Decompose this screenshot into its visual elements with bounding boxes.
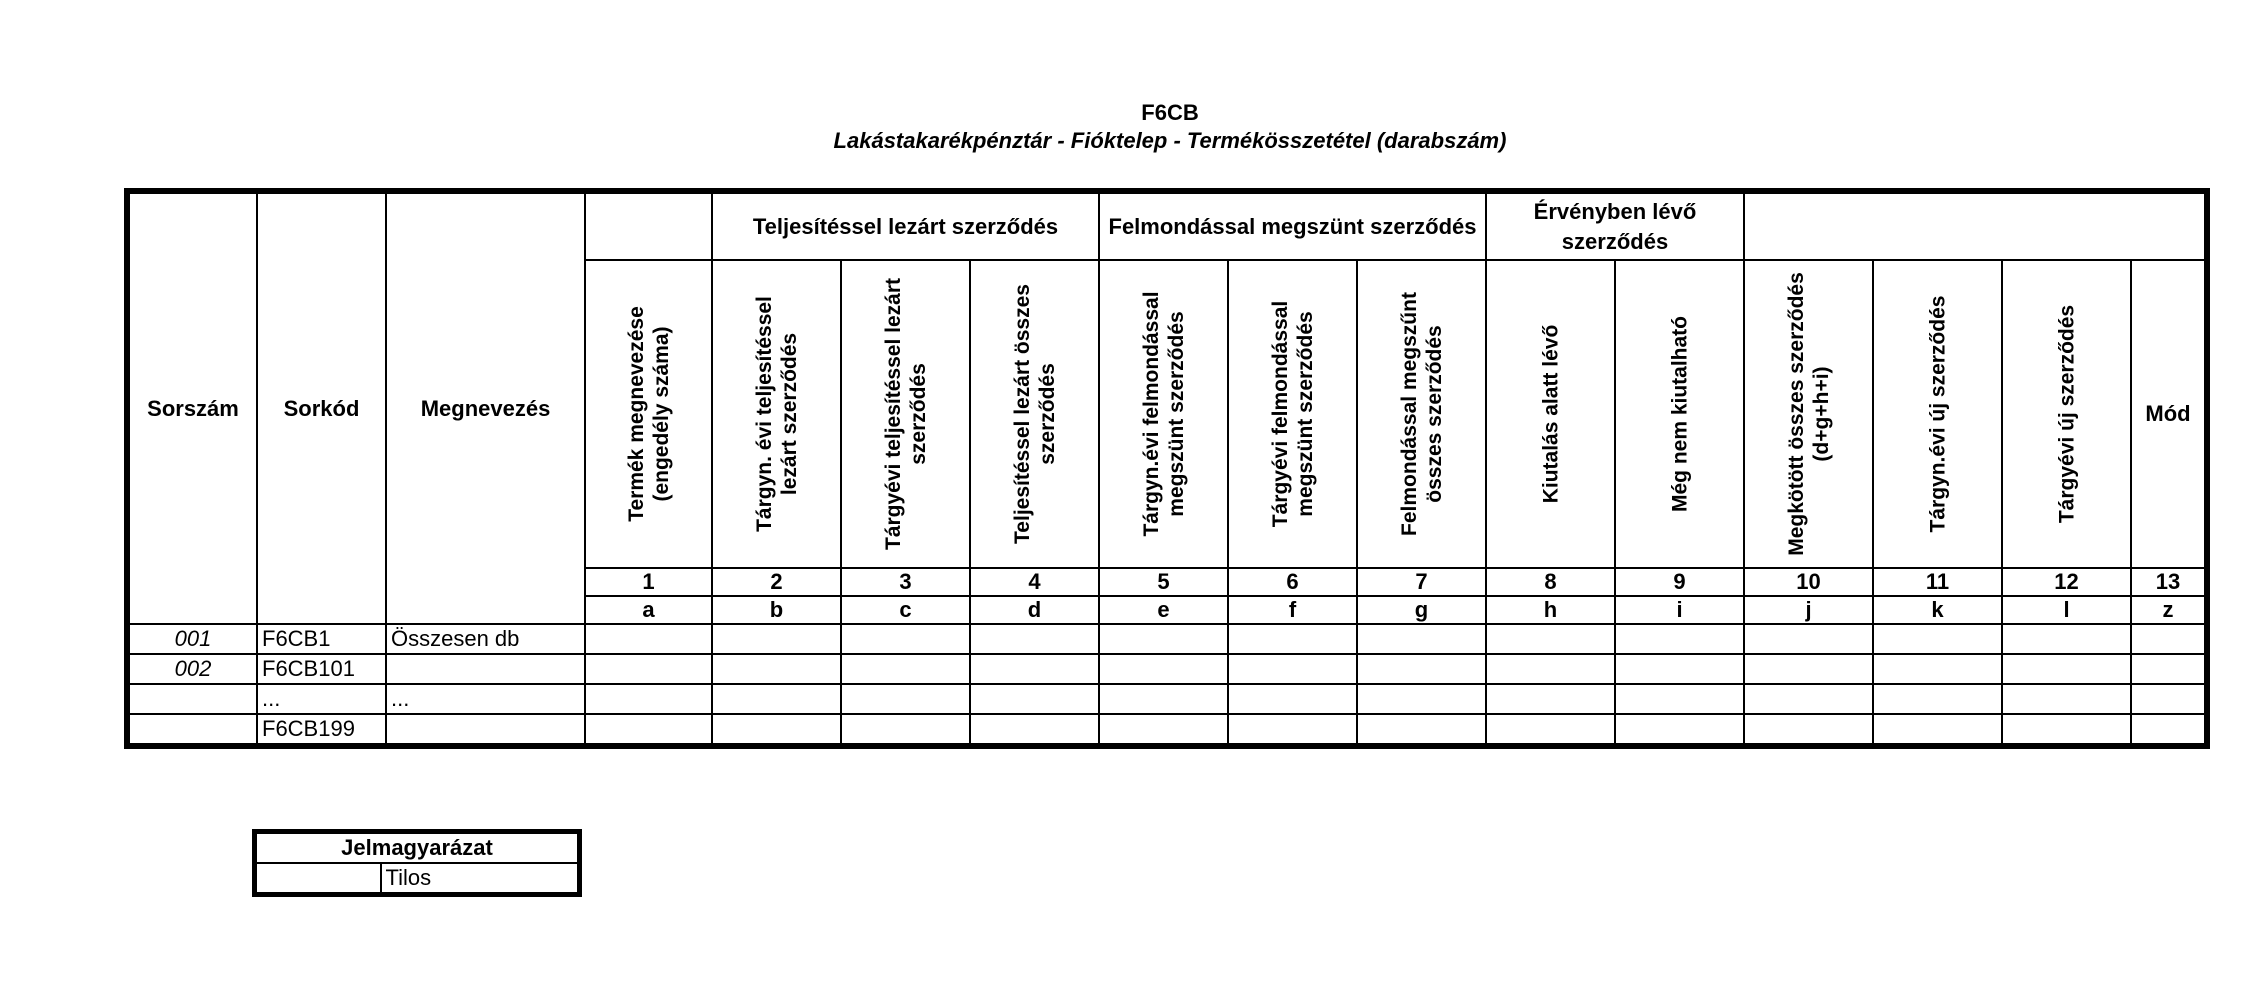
data-cell[interactable]: [1357, 684, 1486, 714]
data-cell[interactable]: [1228, 714, 1357, 746]
data-cell[interactable]: [2131, 654, 2207, 684]
data-cell[interactable]: [1615, 624, 1744, 654]
data-cell[interactable]: [1099, 654, 1228, 684]
data-cell[interactable]: [712, 714, 841, 746]
data-cell[interactable]: [2002, 624, 2131, 654]
col-letter: c: [841, 596, 970, 624]
group-empty-j-z: [1744, 191, 2207, 260]
group-teljesites: Teljesítéssel lezárt szerződés: [712, 191, 1099, 260]
row-sorkod: F6CB1: [257, 624, 386, 654]
col-letter: k: [1873, 596, 2002, 624]
data-cell[interactable]: [585, 714, 712, 746]
col-header-5: Tárgyn.évi felmondással megszünt szerződés: [1099, 260, 1228, 568]
data-cell[interactable]: [2002, 684, 2131, 714]
col-letter: b: [712, 596, 841, 624]
data-cell[interactable]: [1486, 654, 1615, 684]
group-ervenyben: Érvényben lévő szerződés: [1486, 191, 1744, 260]
data-cell[interactable]: [2131, 714, 2207, 746]
col-header-mod: Mód: [2131, 260, 2207, 568]
data-cell[interactable]: [841, 624, 970, 654]
data-cell[interactable]: [1873, 624, 2002, 654]
data-cell[interactable]: [841, 684, 970, 714]
legend-item-label: Tilos: [381, 863, 580, 895]
col-header-9: Még nem kiutalható: [1615, 260, 1744, 568]
row-megnevezes: Összesen db: [386, 624, 585, 654]
data-cell[interactable]: [1099, 684, 1228, 714]
col-number: 5: [1099, 568, 1228, 596]
col-header-10: Megkötött összes szerződés (d+g+h+i): [1744, 260, 1873, 568]
col-number: 6: [1228, 568, 1357, 596]
data-cell[interactable]: [2002, 714, 2131, 746]
data-cell[interactable]: [1615, 654, 1744, 684]
data-cell[interactable]: [1228, 654, 1357, 684]
col-header-2: Tárgyn. évi teljesítéssel lezárt szerződés: [712, 260, 841, 568]
col-number: 7: [1357, 568, 1486, 596]
table-row: [127, 714, 2207, 746]
data-cell[interactable]: [712, 684, 841, 714]
row-sorszam: 001: [127, 624, 257, 654]
data-cell[interactable]: [1744, 624, 1873, 654]
data-cell[interactable]: [1228, 684, 1357, 714]
title-block: [0, 100, 2250, 156]
data-cell[interactable]: [712, 624, 841, 654]
data-cell[interactable]: [1873, 684, 2002, 714]
data-cell[interactable]: [1615, 714, 1744, 746]
data-cell[interactable]: [1873, 714, 2002, 746]
col-header-1: Termék megnevezése (engedély száma): [585, 260, 712, 568]
col-letter: a: [585, 596, 712, 624]
col-letter: f: [1228, 596, 1357, 624]
table-row: [127, 654, 2207, 684]
group-felmondas: Felmondással megszünt szerződés: [1099, 191, 1486, 260]
col-header-11: Tárgyn.évi új szerződés: [1873, 260, 2002, 568]
col-header-12: Tárgyévi új szerződés: [2002, 260, 2131, 568]
table-row: [127, 684, 2207, 714]
col-letter: z: [2131, 596, 2207, 624]
table-row: [127, 624, 2207, 654]
row-sorkod: F6CB101: [257, 654, 386, 684]
data-cell[interactable]: [1873, 654, 2002, 684]
data-cell[interactable]: [970, 714, 1099, 746]
data-cell[interactable]: [841, 654, 970, 684]
row-megnevezes: [386, 654, 585, 684]
col-letter: i: [1615, 596, 1744, 624]
col-letter: l: [2002, 596, 2131, 624]
col-number: 2: [712, 568, 841, 596]
col-number: 8: [1486, 568, 1615, 596]
data-cell[interactable]: [1228, 624, 1357, 654]
row-sorkod: ...: [257, 684, 386, 714]
data-cell[interactable]: [970, 684, 1099, 714]
row-sorszam: [127, 714, 257, 746]
data-cell[interactable]: [1357, 654, 1486, 684]
col-number: 11: [1873, 568, 2002, 596]
row-megnevezes: [386, 714, 585, 746]
data-cell[interactable]: [841, 714, 970, 746]
col-letter: g: [1357, 596, 1486, 624]
legend-swatch: [255, 863, 381, 895]
form-code: F6CB: [1141, 100, 1199, 125]
data-cell[interactable]: [585, 654, 712, 684]
data-cell[interactable]: [1744, 714, 1873, 746]
row-sorkod: F6CB199: [257, 714, 386, 746]
col-letter: h: [1486, 596, 1615, 624]
data-cell[interactable]: [1099, 714, 1228, 746]
col-number: 9: [1615, 568, 1744, 596]
data-cell[interactable]: [2131, 684, 2207, 714]
header-megnevezes: Megnevezés: [386, 191, 585, 624]
data-cell[interactable]: [970, 654, 1099, 684]
data-cell[interactable]: [2131, 624, 2207, 654]
col-header-7: Felmondással megszűnt összes szerződés: [1357, 260, 1486, 568]
col-number: 1: [585, 568, 712, 596]
col-letter: j: [1744, 596, 1873, 624]
product-composition-table: [124, 188, 2210, 749]
col-letter: e: [1099, 596, 1228, 624]
col-number: 4: [970, 568, 1099, 596]
row-megnevezes: ...: [386, 684, 585, 714]
data-cell[interactable]: [1744, 684, 1873, 714]
data-cell[interactable]: [1099, 624, 1228, 654]
col-header-6: Tárgyévi felmondással megszünt szerződés: [1228, 260, 1357, 568]
data-cell[interactable]: [1486, 684, 1615, 714]
data-cell[interactable]: [1615, 684, 1744, 714]
legend-table: [252, 829, 582, 897]
col-header-3: Tárgyévi teljesítéssel lezárt szerződés: [841, 260, 970, 568]
data-cell[interactable]: [1357, 714, 1486, 746]
data-cell[interactable]: [2002, 654, 2131, 684]
col-number: 13: [2131, 568, 2207, 596]
data-cell[interactable]: [970, 624, 1099, 654]
form-subtitle: Lakástakarékpénztár - Fióktelep - Termékösszetétel (darabszám): [833, 128, 1507, 153]
data-cell[interactable]: [1744, 654, 1873, 684]
data-cell[interactable]: [1486, 624, 1615, 654]
col-number: 10: [1744, 568, 1873, 596]
legend-title: Jelmagyarázat: [255, 832, 580, 864]
header-sorkod: Sorkód: [257, 191, 386, 624]
header-sorszam: Sorszám: [127, 191, 257, 624]
col-header-8: Kiutalás alatt lévő: [1486, 260, 1615, 568]
col-letter: d: [970, 596, 1099, 624]
data-cell[interactable]: [1357, 624, 1486, 654]
data-cell[interactable]: [585, 624, 712, 654]
col-header-4: Teljesítéssel lezárt összes szerződés: [970, 260, 1099, 568]
col-number: 3: [841, 568, 970, 596]
data-cell[interactable]: [1486, 714, 1615, 746]
data-cell[interactable]: [585, 684, 712, 714]
row-sorszam: 002: [127, 654, 257, 684]
data-cell[interactable]: [712, 654, 841, 684]
group-empty-a: [585, 191, 712, 260]
row-sorszam: [127, 684, 257, 714]
col-number: 12: [2002, 568, 2131, 596]
